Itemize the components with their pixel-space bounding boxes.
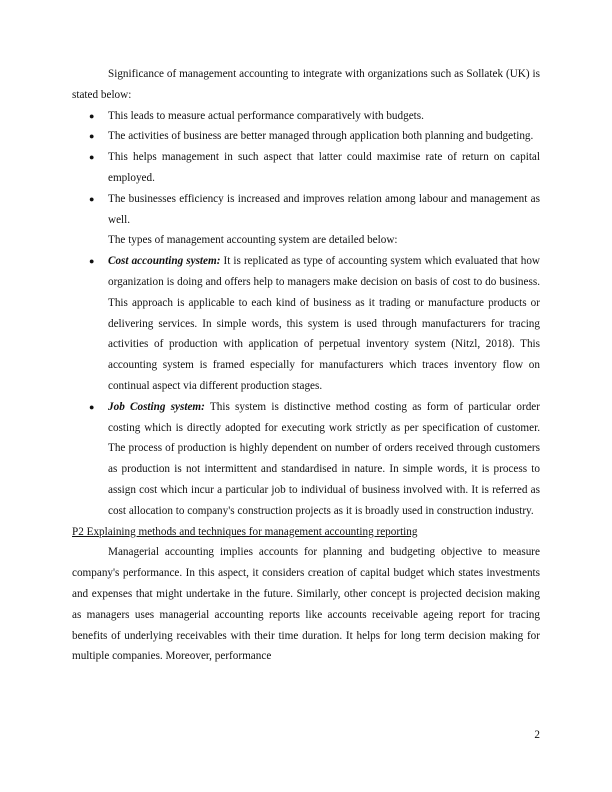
term-description: It is replicated as type of accounting system which evaluated that how organization is doing and offers help to managers make decision on basis of cost to do business. This approach is applicable to each kind of business as it trading or manufacture products or delivering services. In simple words, this system is used through manufacturers for tracing activities of production with application of perpetual inventory system (Nitzl, 2018). This accounting system is framed especially for manufacturers which traces inventory flow on continual aspect via different production stages. bbox=[108, 255, 540, 392]
bullet-icon: ● bbox=[89, 131, 95, 142]
bullet-icon: ● bbox=[89, 193, 95, 204]
list-item bbox=[72, 189, 540, 231]
list-item bbox=[72, 147, 540, 189]
list-item-cost-accounting bbox=[72, 251, 540, 397]
list-item-text: This helps management in such aspect that latter could maximise rate of return on capital employed. bbox=[108, 151, 540, 184]
types-intro: The types of management accounting system are detailed below: bbox=[108, 234, 398, 247]
term-description: This system is distinctive method costing as form of particular order costing which is directly adopted for executing work strictly as per specification of customer. The process of production is highly dependent on number of orders received through customers as production is not intermittent and standardised in nature. In simple words, it is process to assign cost which incur a particular job to individual of business involved with. It is referred as cost allocation to company's construction projects as it is broadly used in construction industry. bbox=[108, 400, 540, 517]
bullet-icon: ● bbox=[89, 152, 95, 163]
term-label: Cost accounting system: bbox=[108, 255, 221, 268]
section-paragraph: Managerial accounting implies accounts for planning and budgeting objective to measure company's performance. In this aspect, it considers creation of capital budget which states investments and expenses that might undertake in the future. Similarly, other concept is projected decision making as managers uses managerial accounting reports like accounts receivable ageing report for tracing benefits of underlying receivables with their time duration. It helps for long term decision making for multiple companies. Moreover, performance bbox=[72, 546, 540, 663]
list-item bbox=[72, 126, 540, 147]
page-body bbox=[72, 64, 540, 667]
intro-paragraph: Significance of management accounting to integrate with organizations such as Sollatek (UK) is stated below: bbox=[72, 68, 540, 101]
bullet-icon: ● bbox=[89, 256, 95, 267]
list-item-text: This leads to measure actual performance comparatively with budgets. bbox=[108, 109, 424, 122]
significance-list bbox=[72, 106, 540, 231]
list-item bbox=[72, 106, 540, 127]
list-item-job-costing bbox=[72, 397, 540, 522]
section-heading: P2 Explaining methods and techniques for management accounting reporting bbox=[72, 525, 418, 538]
list-item-text: The businesses efficiency is increased and improves relation among labour and management as well. bbox=[108, 192, 540, 226]
bullet-icon: ● bbox=[89, 110, 95, 121]
page-number: 2 bbox=[534, 729, 540, 741]
list-item-text: The activities of business are better managed through application both planning and budgeting. bbox=[108, 130, 534, 143]
bullet-icon: ● bbox=[89, 401, 95, 412]
systems-list bbox=[72, 251, 540, 521]
term-label: Job Costing system: bbox=[108, 400, 205, 413]
